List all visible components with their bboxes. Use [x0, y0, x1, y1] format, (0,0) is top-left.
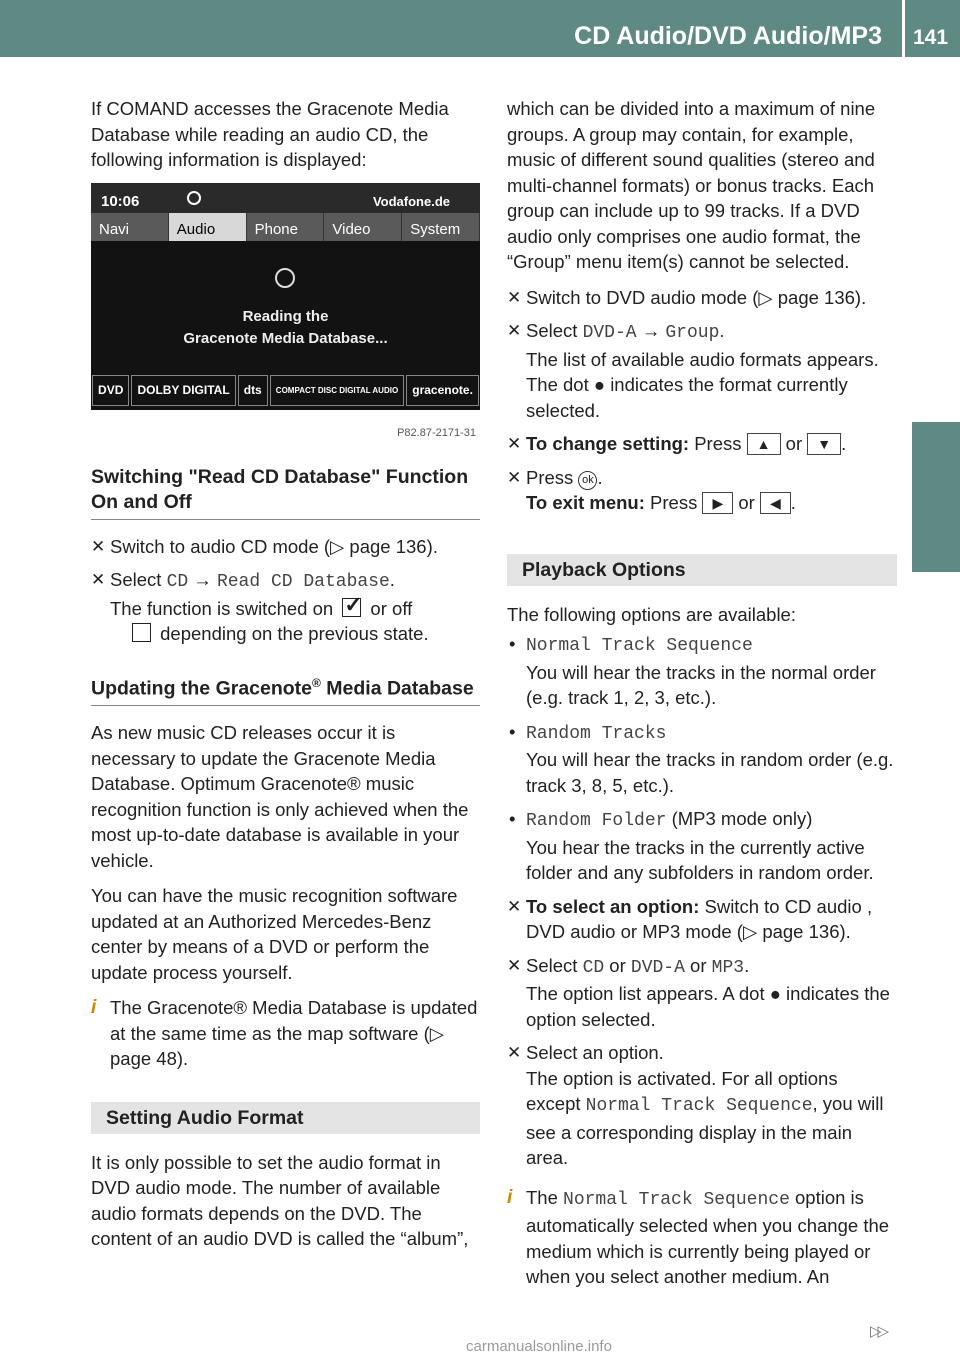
disc-icon	[187, 191, 201, 205]
side-tab-label: Audio	[921, 486, 950, 558]
menu-term: Normal Track Sequence	[585, 1096, 813, 1116]
down-key-icon: ▼	[807, 433, 841, 455]
tab-navi: Navi	[91, 213, 169, 241]
info-icon: i	[507, 1186, 513, 1208]
option-desc: You will hear the tracks in random order (e.g. track 3, 8, 5, etc.).	[526, 749, 894, 796]
option-name: Normal Track Sequence	[526, 636, 753, 656]
step-item	[507, 431, 897, 457]
step-text: .	[841, 433, 847, 454]
info-text: The	[526, 1186, 564, 1208]
step-marker-icon: ✕	[507, 321, 522, 340]
registered-mark: ®	[312, 675, 321, 690]
menu-term: CD	[166, 572, 189, 592]
step-text: Switch to CD audio , DVD audio or MP3 mode (▷ page 136).	[526, 895, 873, 942]
step-item	[507, 318, 897, 423]
format-paragraph: which can be divided into a maximum of nine groups. A group may contain, for example, music of different sound qualities (stereo and multi-channel formats) or bonus tracks. Each group can include up to 99 tracks. If a DVD audio only comprises one audio format, the “Group” menu item(s) cannot be selected.	[507, 98, 876, 272]
format-logos	[91, 375, 480, 407]
option-item	[507, 719, 897, 799]
bullet-dot: •	[509, 633, 516, 654]
menu-term: Read CD Database	[216, 572, 390, 592]
option-name: Random Folder	[526, 811, 667, 831]
section-bar-audio-format: Setting Audio Format	[91, 1102, 480, 1134]
bullet-dot: •	[509, 720, 516, 742]
info-icon: i	[91, 997, 97, 1018]
step-text: .	[744, 954, 750, 976]
option-desc: You will hear the tracks in the normal order (e.g. track 1, 2, 3, etc.).	[526, 661, 876, 708]
step-marker-icon: ✕	[91, 570, 106, 589]
step-item	[507, 953, 897, 1033]
step-item	[507, 894, 897, 945]
arrow-text: →	[636, 320, 666, 341]
step-text: .	[389, 569, 395, 590]
step-text: Select an option.	[526, 1042, 664, 1063]
right-column	[507, 96, 897, 1300]
step-label: To exit menu:	[526, 492, 645, 513]
left-key-icon: ◀	[760, 492, 791, 514]
page-number: 141	[913, 26, 949, 49]
step-marker-icon: ✕	[507, 955, 522, 975]
carrier-name: Vodafone.de	[372, 193, 450, 209]
menu-tabs	[91, 213, 480, 241]
status-bar	[91, 183, 480, 213]
comand-display	[91, 183, 480, 410]
step-marker-icon: ✕	[91, 536, 106, 556]
step-text: .	[597, 466, 603, 488]
step-text: The list of available audio formats appears. The dot ● indicates the format currently selected.	[526, 348, 879, 421]
watermark: carmanualsonline.info	[466, 1338, 612, 1355]
option-suffix: (MP3 mode only)	[666, 808, 813, 829]
step-text: , you will see a corresponding display in the main area.	[526, 1093, 884, 1168]
update-paragraph: As new music CD releases occur it is necessary to update the Gracenote Media Database. Optimum Gracenote® music recognition function is only achieved when the most up-to-date database is available in your vehicle.	[91, 722, 469, 871]
info-note	[507, 1185, 897, 1290]
heading-updating-gracenote	[91, 671, 480, 707]
step-text: The function is switched on	[110, 597, 339, 619]
heading-text: Updating the Gracenote	[91, 677, 313, 699]
intro-paragraph: If COMAND accesses the Gracenote Media Database while reading an audio CD, the following information is displayed:	[91, 98, 449, 170]
continue-arrow-icon: ▷▷	[870, 1323, 886, 1340]
step-text: Press	[526, 466, 579, 488]
option-name: Random Tracks	[526, 723, 667, 744]
step-text: or	[780, 433, 808, 454]
menu-term: Group	[665, 323, 720, 343]
step-marker-icon: ✕	[507, 287, 522, 307]
reading-message-line2: Gracenote Media Database...	[183, 329, 388, 347]
step-marker-icon: ✕	[507, 896, 522, 916]
step-text: Switch to DVD audio mode (▷ page 136).	[526, 286, 867, 308]
tab-audio: Audio	[169, 213, 247, 241]
up-key-icon: ▲	[747, 433, 781, 455]
right-key-icon: ▶	[702, 492, 733, 514]
step-item	[91, 534, 480, 560]
step-text: Select	[526, 320, 583, 341]
bullet-dot: •	[509, 808, 516, 829]
step-text: or	[684, 954, 712, 976]
section-bar-playback-options: Playback Options	[507, 554, 897, 586]
step-item	[507, 465, 897, 516]
menu-term: DVD-A	[630, 957, 685, 978]
menu-term: Normal Track Sequence	[563, 1189, 790, 1210]
info-text: The Gracenote® Media Database is updated at the same time as the map software (▷ page 48).	[110, 997, 478, 1069]
step-text: Press	[689, 433, 747, 454]
image-caption: P82.87-2171-31	[397, 426, 476, 439]
heading-text: Media Database	[320, 677, 474, 699]
info-note	[91, 995, 480, 1072]
power-icon	[275, 268, 295, 288]
option-desc: You hear the tracks in the currently active folder and any subfolders in random order.	[526, 836, 874, 883]
step-text: Select	[526, 954, 583, 976]
dolby-logo: DOLBY DIGITAL	[131, 375, 235, 407]
menu-term: CD	[582, 957, 605, 978]
step-item	[507, 285, 897, 311]
update-paragraph: You can have the music recognition software updated at an Authorized Mercedes-Benz center by means of a DVD or perform the update process yourself.	[91, 885, 458, 983]
arrow-text: →	[188, 569, 217, 590]
compact-disc-logo: COMPACT DISC DIGITAL AUDIO	[270, 375, 404, 407]
playback-intro: The following options are available:	[507, 603, 796, 625]
step-text: or	[733, 492, 760, 513]
checkbox-empty-icon	[132, 623, 151, 642]
ok-key-icon: ok	[578, 471, 597, 490]
clock: 10:06	[101, 192, 140, 210]
option-item	[507, 806, 897, 886]
step-text: depending on the previous state.	[155, 623, 429, 644]
step-text: Switch to audio CD mode (▷ page 136).	[110, 535, 438, 557]
option-item	[507, 631, 897, 711]
step-text: or	[604, 954, 631, 976]
comand-screenshot	[91, 183, 480, 441]
tab-system: System	[402, 213, 480, 241]
step-item	[91, 567, 480, 647]
reading-message-line1: Reading the	[242, 307, 329, 325]
step-item	[507, 1040, 897, 1171]
step-text: The option list appears. A dot ● indicates the option selected.	[526, 983, 890, 1030]
left-column	[91, 96, 480, 1262]
format-paragraph: It is only possible to set the audio format in DVD audio mode. The number of available audio formats depends on the DVD. The content of an audio DVD is called the “album”,	[91, 1151, 469, 1249]
step-text: Press	[644, 492, 703, 513]
step-label: To change setting:	[526, 433, 690, 454]
step-marker-icon: ✕	[507, 1043, 522, 1062]
gracenote-logo: gracenote.	[406, 375, 479, 407]
menu-term: DVD-A	[582, 323, 637, 343]
step-text: The option is activated. For all options except	[526, 1067, 838, 1114]
tab-phone: Phone	[247, 213, 325, 241]
step-marker-icon: ✕	[507, 467, 522, 487]
chapter-title: CD Audio/DVD Audio/MP3	[574, 22, 882, 50]
step-text: Select	[110, 569, 167, 590]
checkbox-checked-icon	[342, 598, 361, 617]
heading-read-cd-database: Switching "Read CD Database" Function On and Off	[91, 465, 480, 520]
menu-term: MP3	[711, 957, 745, 978]
step-text: .	[719, 320, 725, 341]
step-marker-icon: ✕	[507, 434, 522, 453]
step-text: .	[790, 492, 796, 513]
step-label: To select an option:	[526, 895, 700, 917]
header-divider	[902, 0, 905, 76]
dts-logo: dts	[238, 375, 268, 407]
info-text: option is automatically selected when you change the medium which is currently being played or when you select another medium. An	[526, 1186, 890, 1287]
dvd-logo: DVD	[92, 375, 129, 407]
tab-video: Video	[324, 213, 402, 241]
step-text: or off	[365, 597, 413, 619]
